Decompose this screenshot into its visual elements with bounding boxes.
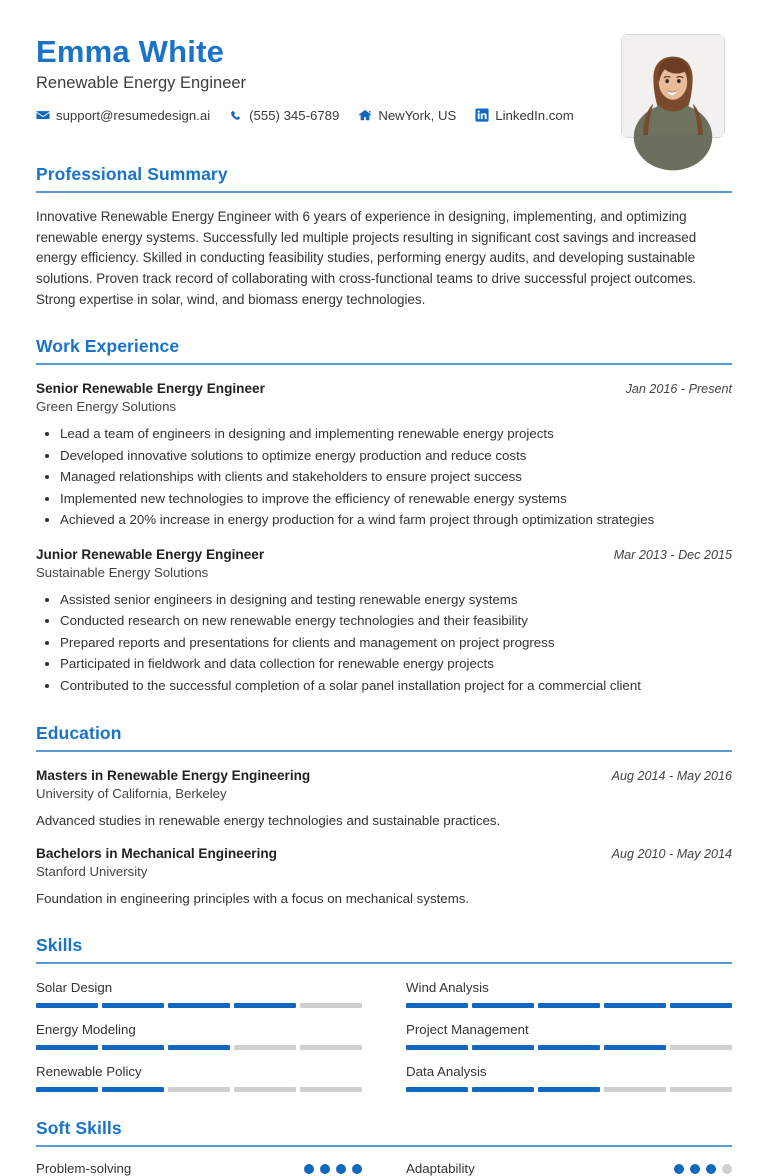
section-heading: Soft Skills	[36, 1118, 122, 1139]
skill-rating-segment	[538, 1045, 600, 1050]
work-entry-title: Senior Renewable Energy Engineer	[36, 381, 265, 397]
phone-icon	[229, 108, 243, 122]
skill-rating-segment	[102, 1045, 164, 1050]
soft-skill-rating-dot	[722, 1164, 732, 1174]
skill-rating-segment	[604, 1045, 666, 1050]
skill-rating-segment	[168, 1087, 230, 1092]
skill-rating-bar	[406, 1045, 732, 1050]
section-divider	[36, 363, 732, 365]
list-item: • Managed relationships with clients and stakeholders to ensure project success	[60, 466, 732, 488]
soft-skill-rating-dot	[336, 1164, 346, 1174]
section-heading: Education	[36, 722, 122, 743]
section-professional-summary	[36, 164, 732, 310]
section-work-experience	[36, 336, 732, 696]
skill-rating-segment	[300, 1045, 362, 1050]
skill-rating-segment	[234, 1087, 296, 1092]
education-entry-title: Masters in Renewable Energy Engineering	[36, 767, 311, 783]
section-divider	[36, 750, 732, 752]
skill-rating-segment	[406, 1045, 468, 1050]
soft-skill-item	[36, 1161, 362, 1176]
section-divider	[36, 191, 732, 193]
portrait-photo-icon	[622, 35, 724, 137]
skill-rating-segment	[300, 1003, 362, 1008]
section-heading: Professional Summary	[36, 164, 228, 184]
skill-rating-segment	[102, 1087, 164, 1092]
skill-rating-segment	[604, 1003, 666, 1008]
contact-phone[interactable]	[229, 108, 339, 123]
soft-skill-rating-dot	[674, 1164, 684, 1174]
section-divider	[36, 1145, 732, 1147]
education-entry-desc: Advanced studies in renewable energy technologies and sustainable practices.	[36, 812, 501, 828]
work-entry-title: Junior Renewable Energy Engineer	[36, 546, 265, 562]
soft-skill-rating-dot	[320, 1164, 330, 1174]
work-entry-org: Sustainable Energy Solutions	[36, 564, 209, 580]
list-item: • Achieved a 20% increase in energy production for a wind farm project through optimization strategies	[60, 509, 732, 531]
education-entry-date: Aug 2010 - May 2014	[611, 847, 732, 862]
skill-name: Renewable Policy	[36, 1064, 142, 1080]
list-item: • Developed innovative solutions to optimize energy production and reduce costs	[60, 445, 732, 467]
contact-email[interactable]	[36, 108, 210, 123]
skill-rating-segment	[36, 1087, 98, 1092]
home-icon	[358, 108, 372, 122]
education-entry-head	[36, 768, 732, 783]
contact-linkedin-text: LinkedIn.com	[495, 107, 574, 123]
list-item: • Prepared reports and presentations for clients and management on project progress	[60, 632, 732, 654]
skill-rating-segment	[472, 1003, 534, 1008]
education-entry-head	[36, 846, 732, 861]
contact-linkedin[interactable]	[475, 108, 573, 123]
education-entry	[36, 768, 732, 831]
skill-rating-segment	[472, 1087, 534, 1092]
skill-name: Project Management	[406, 1022, 529, 1038]
soft-skill-rating-dot	[352, 1164, 362, 1174]
skill-rating-bar	[36, 1087, 362, 1092]
education-entry-title: Bachelors in Mechanical Engineering	[36, 846, 277, 862]
contact-location-text: NewYork, US	[378, 107, 457, 123]
soft-skill-rating-dot	[304, 1164, 314, 1174]
soft-skill-rating-dot	[690, 1164, 700, 1174]
skill-rating-segment	[472, 1045, 534, 1050]
list-item: • Assisted senior engineers in designing and testing renewable energy systems	[60, 589, 732, 611]
skill-rating-bar	[36, 1003, 362, 1008]
skill-item	[36, 1062, 362, 1092]
skill-rating-segment	[234, 1045, 296, 1050]
skill-rating-segment	[168, 1045, 230, 1050]
skill-rating-bar	[406, 1087, 732, 1092]
contact-row	[36, 108, 621, 123]
education-entry-date: Aug 2014 - May 2016	[611, 768, 732, 783]
job-title: Renewable Energy Engineer	[36, 73, 247, 92]
education-entry	[36, 846, 732, 909]
skill-rating-segment	[300, 1087, 362, 1092]
skill-rating-segment	[670, 1087, 732, 1092]
section-heading: Skills	[36, 935, 83, 956]
summary-text: Innovative Renewable Energy Engineer with 6 years of experience in designing, implementing, and optimizing renewable energy systems. Successfully led multiple projects resulting in significant cost savings and increased energy efficiency. Skilled in conducting feasibility studies, performing energy audits, and developing sustainable solutions. Proven track record of collaborating with cross-functional teams to drive successful project outcomes. Strong expertise in solar, wind, and biomass energy technologies.	[36, 209, 697, 307]
skill-item	[406, 978, 732, 1008]
skill-rating-segment	[670, 1003, 732, 1008]
section-heading: Work Experience	[36, 336, 180, 357]
linkedin-icon	[475, 108, 489, 122]
work-entry-bullets	[36, 423, 732, 531]
list-item: • Lead a team of engineers in designing and implementing renewable energy projects	[60, 423, 732, 445]
avatar	[621, 34, 725, 138]
skill-rating-bar	[36, 1045, 362, 1050]
work-entry-bullets	[36, 589, 732, 697]
soft-skill-rating-dots	[304, 1164, 362, 1174]
soft-skills-grid	[36, 1161, 732, 1176]
soft-skill-rating-dot	[706, 1164, 716, 1174]
skill-rating-segment	[36, 1003, 98, 1008]
work-entry-org: Green Energy Solutions	[36, 399, 177, 415]
skill-item	[36, 978, 362, 1008]
skill-rating-segment	[538, 1087, 600, 1092]
envelope-icon	[36, 108, 50, 122]
skill-item	[406, 1020, 732, 1050]
skill-rating-segment	[36, 1045, 98, 1050]
education-entry-desc: Foundation in engineering principles with a focus on mechanical systems.	[36, 891, 470, 907]
work-entry	[36, 381, 732, 531]
list-item: • Participated in fieldwork and data collection for renewable energy projects	[60, 653, 732, 675]
work-entry	[36, 547, 732, 697]
skill-rating-segment	[168, 1003, 230, 1008]
skill-name: Wind Analysis	[406, 980, 489, 996]
skill-rating-segment	[406, 1087, 468, 1092]
skill-name: Data Analysis	[406, 1064, 487, 1080]
work-entry-date: Jan 2016 - Present	[625, 382, 732, 397]
work-entry-head	[36, 381, 732, 396]
section-soft-skills	[36, 1118, 732, 1176]
skill-rating-segment	[604, 1087, 666, 1092]
work-entry-head	[36, 547, 732, 562]
skills-grid	[36, 978, 732, 1092]
skill-rating-segment	[406, 1003, 468, 1008]
page-title: Emma White	[36, 34, 225, 69]
skill-item	[36, 1020, 362, 1050]
soft-skill-rating-dots	[674, 1164, 732, 1174]
resume-header	[36, 32, 732, 138]
skill-rating-segment	[234, 1003, 296, 1008]
section-divider	[36, 962, 732, 964]
skill-rating-bar	[406, 1003, 732, 1008]
soft-skill-name: Adaptability	[406, 1161, 475, 1176]
contact-email-text: support@resumedesign.ai	[56, 107, 211, 123]
skill-rating-segment	[538, 1003, 600, 1008]
work-entry-date: Mar 2013 - Dec 2015	[613, 547, 732, 562]
education-entry-org: Stanford University	[36, 864, 148, 880]
list-item: • Contributed to the successful completion of a solar panel installation project for a commercial client	[60, 675, 732, 697]
soft-skill-item	[406, 1161, 732, 1176]
skill-name: Solar Design	[36, 980, 113, 996]
header-text-block	[36, 32, 621, 123]
skill-item	[406, 1062, 732, 1092]
skill-rating-segment	[102, 1003, 164, 1008]
contact-phone-text: (555) 345-6789	[249, 107, 340, 123]
skill-rating-segment	[670, 1045, 732, 1050]
section-skills	[36, 935, 732, 1092]
section-education	[36, 723, 732, 910]
soft-skill-name: Problem-solving	[36, 1161, 132, 1176]
list-item: • Conducted research on new renewable energy technologies and their feasibility	[60, 610, 732, 632]
contact-location[interactable]	[358, 108, 456, 123]
education-entry-org: University of California, Berkeley	[36, 785, 227, 801]
skill-name: Energy Modeling	[36, 1022, 136, 1038]
list-item: • Implemented new technologies to improve the efficiency of renewable energy systems	[60, 488, 732, 510]
